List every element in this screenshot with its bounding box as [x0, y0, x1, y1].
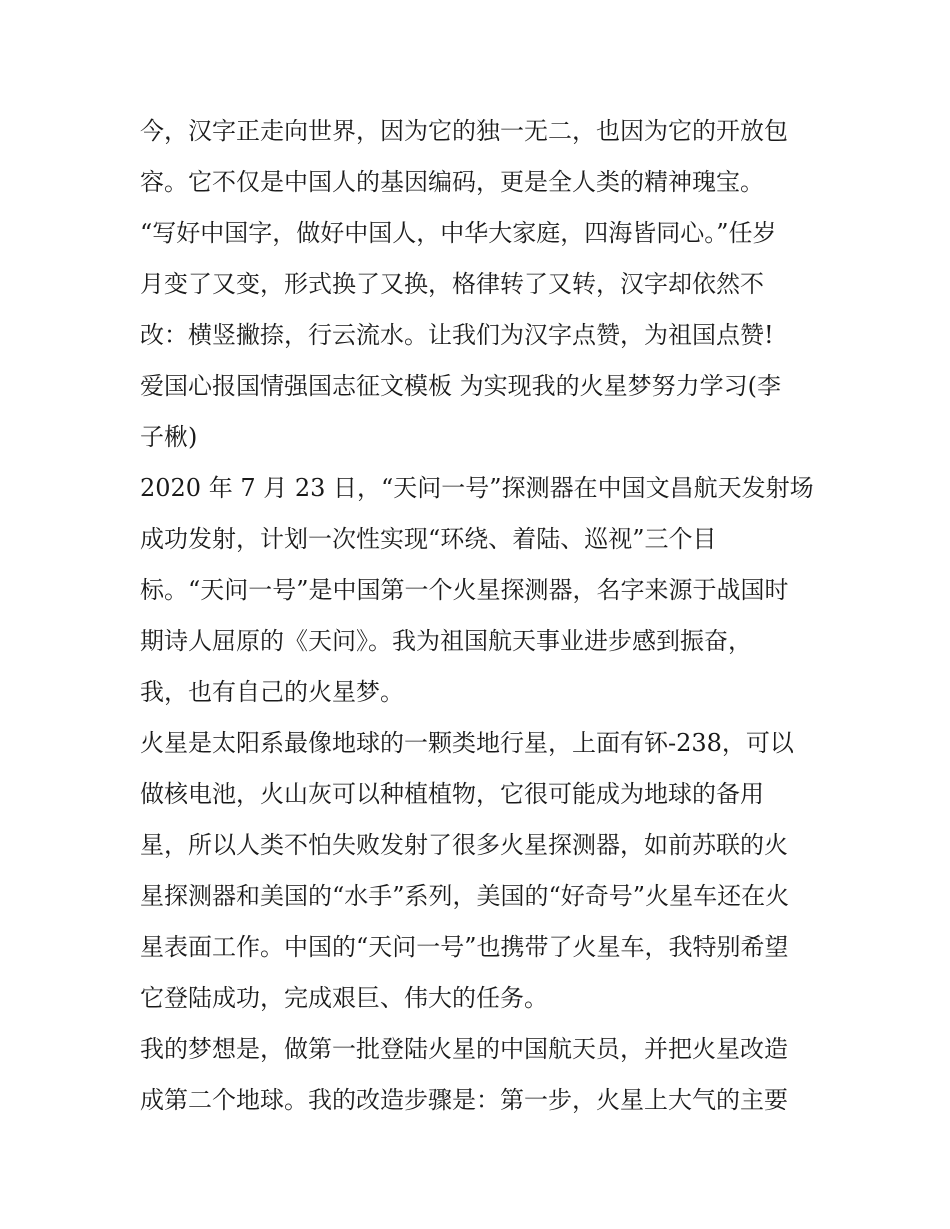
- text-line: 今，汉字正走向世界，因为它的独一无二，也因为它的开放包: [140, 117, 788, 145]
- section-heading-line: 子楸): [140, 423, 198, 451]
- text-line: 2020 年 7 月 23 日，“天问一号”探测器在中国文昌航天发射场: [140, 474, 814, 502]
- text-line: 星表面工作。中国的“天问一号”也携带了火星车，我特别希望: [140, 933, 789, 961]
- text-line: 容。它不仅是中国人的基因编码，更是全人类的精神瑰宝。: [140, 168, 764, 196]
- text-line: 改：横竖撇捺，行云流水。让我们为汉字点赞，为祖国点赞!: [140, 321, 774, 349]
- text-line: 星探测器和美国的“水手”系列，美国的“好奇号”火星车还在火: [140, 882, 790, 910]
- text-line: 我，也有自己的火星梦。: [140, 678, 404, 706]
- section-heading-line: 爱国心报国情强国志征文模板 为实现我的火星梦努力学习(李: [140, 372, 781, 400]
- text-line: 标。“天问一号”是中国第一个火星探测器，名字来源于战国时: [140, 576, 789, 604]
- text-line: 期诗人屈原的《天问》。我为祖国航天事业进步感到振奋，: [140, 627, 752, 655]
- text-line: 它登陆成功，完成艰巨、伟大的任务。: [140, 984, 548, 1012]
- text-line: 火星是太阳系最像地球的一颗类地行星，上面有钚-238，可以: [140, 729, 794, 757]
- text-line: 月变了又变，形式换了又换，格律转了又转，汉字却依然不: [140, 270, 764, 298]
- text-line: 成第二个地球。我的改造步骤是：第一步，火星上大气的主要: [140, 1086, 788, 1114]
- text-line: 成功发射，计划一次性实现“环绕、着陆、巡视”三个目: [140, 525, 717, 553]
- essay-text: [140, 106, 820, 1126]
- text-line: “写好中国字，做好中国人，中华大家庭，四海皆同心。”任岁: [140, 219, 777, 247]
- text-line: 做核电池，火山灰可以种植植物，它很可能成为地球的备用: [140, 780, 764, 808]
- text-line: 星，所以人类不怕失败发射了很多火星探测器，如前苏联的火: [140, 831, 788, 859]
- text-line: 我的梦想是，做第一批登陆火星的中国航天员，并把火星改造: [140, 1035, 788, 1063]
